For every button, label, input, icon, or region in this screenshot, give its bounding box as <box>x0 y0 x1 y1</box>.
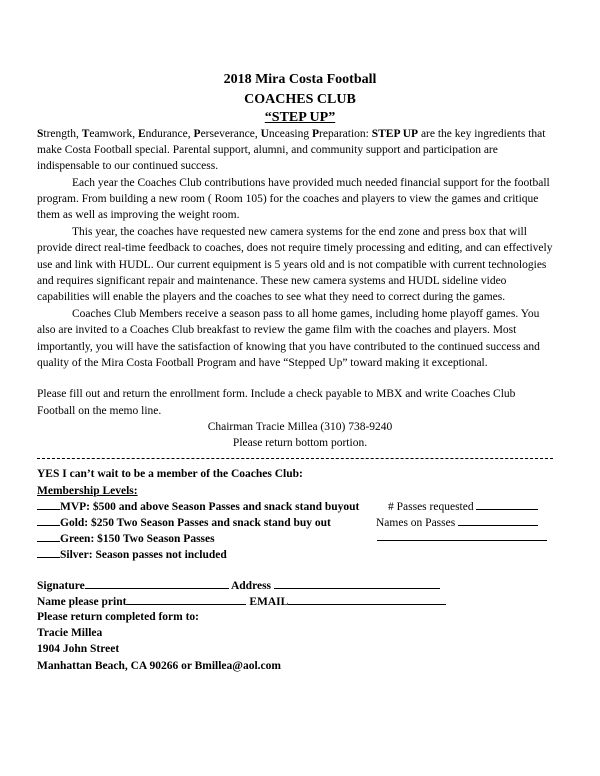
names-on-passes-label: Names on Passes <box>376 517 456 529</box>
address-field[interactable] <box>274 578 440 589</box>
return-instruction: Please return bottom portion. <box>232 437 368 449</box>
names-on-passes-field-2[interactable] <box>377 530 547 541</box>
doc-title: 2018 Mira Costa Football <box>223 72 377 87</box>
contact-name: Tracie Millea <box>37 627 103 639</box>
intro-line-rest: are the key ingredients that <box>418 128 546 140</box>
acronym-word: eamwork, <box>89 128 138 140</box>
body-line: make Costa Football special. Parental support, alumni, and community support and participation are <box>37 144 498 156</box>
address-label: Address <box>230 580 272 592</box>
passes-requested-label: # Passes requested <box>388 501 474 513</box>
level-silver-label: Silver: Season passes not included <box>60 549 227 561</box>
level-silver-row <box>37 547 227 562</box>
signature-row <box>37 578 440 593</box>
acronym-word: reparation: <box>319 128 372 140</box>
body-line: program. From building a new room ( Room 105) for the coaches and players to view the games and critique <box>37 193 539 205</box>
chairman-contact: Chairman Tracie Millea (310) 738-9240 <box>207 421 393 433</box>
contact-street: 1904 John Street <box>37 643 120 655</box>
mvp-checkbox[interactable] <box>37 499 60 510</box>
body-line: Please fill out and return the enrollment form. Include a check payable to MBX and write Coaches Club <box>37 388 516 400</box>
acronym-word: ndurance, <box>145 128 194 140</box>
level-mvp-row <box>37 499 359 514</box>
body-line: Football on the memo line. <box>37 405 162 417</box>
body-line: provide direct real-time feedback to coaches, does not require timely processing and editing, and can effectively <box>37 242 553 254</box>
intro-line <box>37 127 545 141</box>
body-line: indispensable to our continued success. <box>37 160 219 172</box>
email-label: EMAIL <box>249 596 289 608</box>
silver-checkbox[interactable] <box>37 547 60 558</box>
acronym-word: trength, <box>43 128 82 140</box>
acronym-letter: P <box>193 128 201 140</box>
return-completed: Please return completed form to: <box>37 611 200 623</box>
acronym-word: erseverance, <box>200 128 261 140</box>
contact-city-email: Manhattan Beach, CA 90266 or Bmillea@aol.com <box>37 660 281 672</box>
body-line: capabilities will enable the players and the coaches to see what they need to correct during the games. <box>37 291 506 303</box>
slogan-text: “STEP UP” <box>264 110 336 125</box>
names-on-passes-field[interactable] <box>458 515 538 526</box>
acronym-letter: S <box>37 128 44 140</box>
body-line: them as well as improving the weight room. <box>37 209 240 221</box>
name-label: Name please print <box>37 596 127 608</box>
level-green-label: Green: $150 Two Season Passes <box>60 533 215 545</box>
body-line: Coaches Club Members receive a season pass to all home games, including home playoff games. You <box>72 308 540 320</box>
acronym-letter: P <box>312 128 320 140</box>
doc-subtitle: COACHES CLUB <box>244 92 356 107</box>
level-gold-row <box>37 515 331 530</box>
acronym-word: nceasing <box>268 128 312 140</box>
body-line: quality of the Mira Costa Football Program and have “Stepped Up” toward making it exceptional. <box>37 357 488 369</box>
cut-line <box>37 458 553 459</box>
gold-checkbox[interactable] <box>37 515 60 526</box>
level-gold-label: Gold: $250 Two Season Passes and snack stand buy out <box>60 517 331 529</box>
body-line: This year, the coaches have requested new camera systems for the end zone and press box that will <box>72 226 527 238</box>
acronym-letter: T <box>81 128 90 140</box>
body-line: also are invited to a Coaches Club breakfast to review the game film with the coaches and players. Most <box>37 324 517 336</box>
passes-requested-row <box>388 499 538 514</box>
name-row <box>37 594 446 609</box>
name-field[interactable] <box>126 594 246 605</box>
acronym-letter: U <box>260 128 269 140</box>
acronym-letter: E <box>137 128 146 140</box>
passes-requested-field[interactable] <box>476 499 538 510</box>
step-up-emphasis: STEP UP <box>371 128 419 140</box>
membership-levels-title <box>37 484 138 498</box>
body-line: use and link with HUDL. Our current equipment is 5 years old and is not compatible with current technologies <box>37 259 547 271</box>
green-checkbox[interactable] <box>37 531 60 542</box>
names-on-passes-row <box>376 515 538 530</box>
membership-levels-label: Membership Levels: <box>37 485 138 497</box>
form-headline: YES I can’t wait to be a member of the Coaches Club: <box>37 468 303 480</box>
level-mvp-label: MVP: $500 and above Season Passes and snack stand buyout <box>60 501 360 513</box>
signature-label: Signature <box>37 580 85 592</box>
body-line: importantly, you will have the satisfaction of knowing that you have contributed to the continued success and <box>37 341 540 353</box>
email-field[interactable] <box>288 594 446 605</box>
signature-field[interactable] <box>85 578 229 589</box>
slogan <box>0 110 600 126</box>
body-line: Each year the Coaches Club contributions have provided much needed financial support for the football <box>72 177 550 189</box>
body-line: and requires significant repair and maintenance. These new camera systems and HUDL sideline video <box>37 275 507 287</box>
level-green-row <box>37 531 215 546</box>
